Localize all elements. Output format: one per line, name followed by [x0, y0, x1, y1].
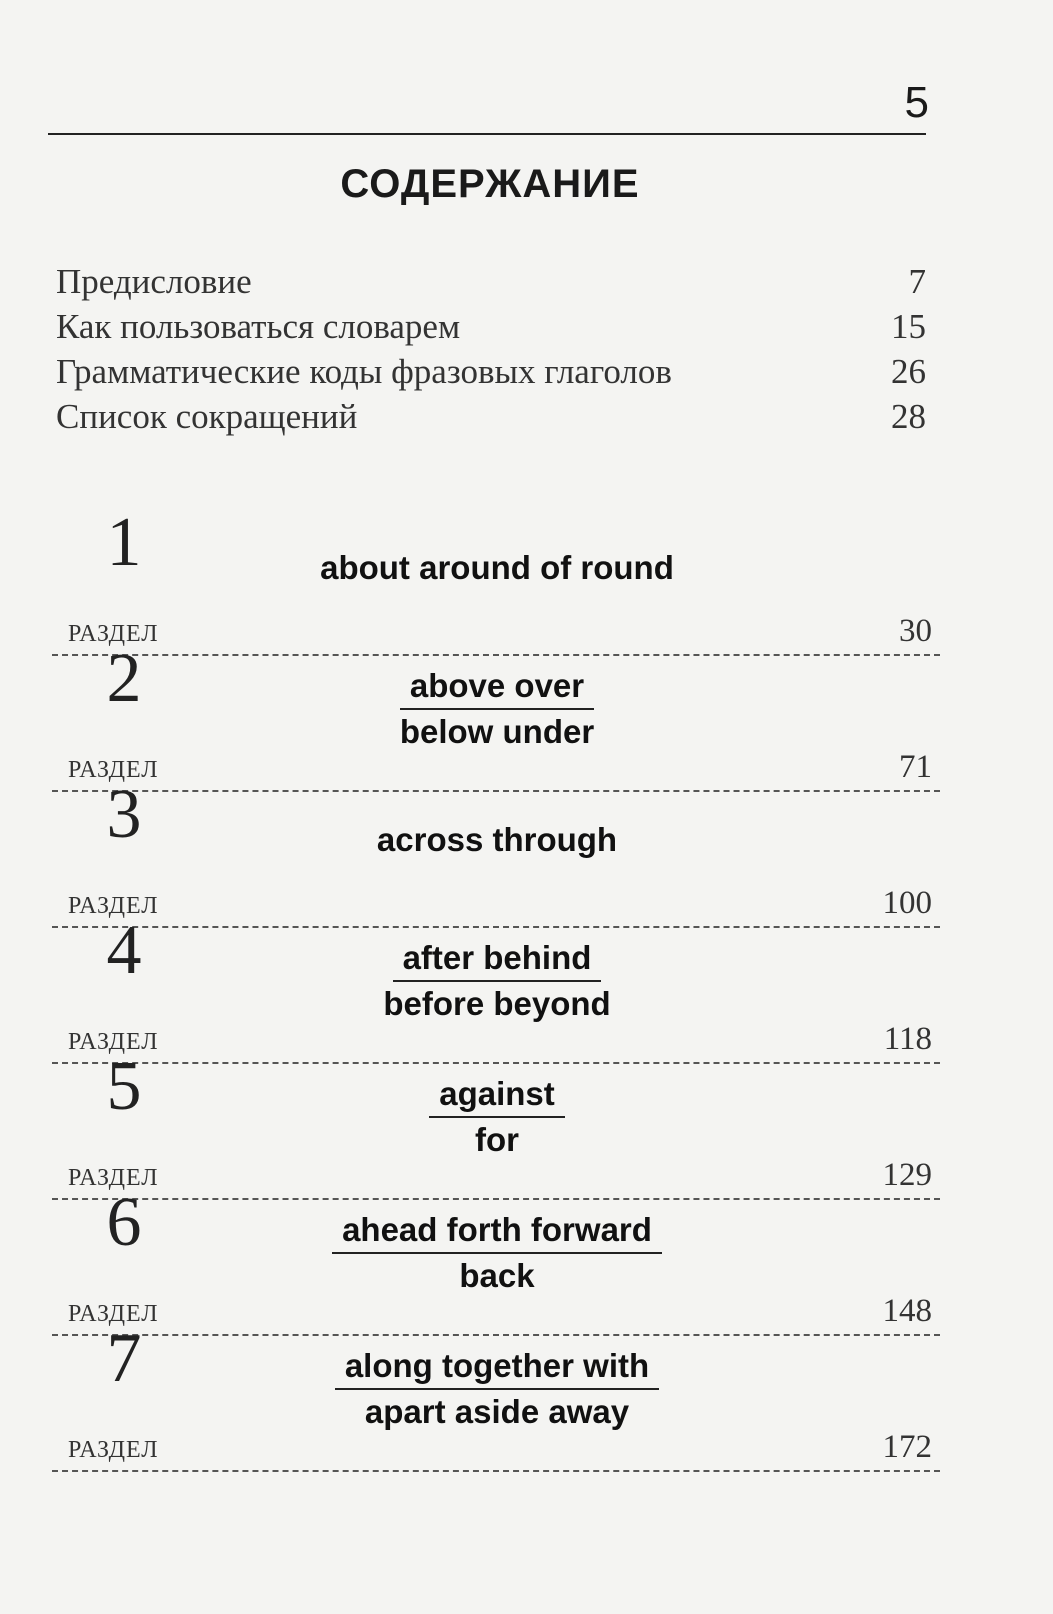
- section-page: 100: [882, 885, 932, 921]
- section-words-line: across through: [376, 821, 618, 858]
- section-label: РАЗДЕЛ: [68, 1301, 159, 1327]
- section-words: [242, 938, 752, 1026]
- section-words-top-line: ahead forth forward: [332, 1210, 662, 1254]
- front-matter-item[interactable]: [56, 397, 926, 442]
- front-matter-item[interactable]: [56, 262, 926, 307]
- section-number: 2: [106, 640, 142, 717]
- front-matter-list: [56, 262, 926, 442]
- front-matter-page: 7: [908, 262, 926, 301]
- section-entry[interactable]: [52, 1320, 940, 1472]
- front-matter-page: 28: [891, 397, 926, 436]
- front-matter-item[interactable]: [56, 307, 926, 352]
- section-number: 1: [106, 504, 142, 581]
- section-words: [242, 1074, 752, 1162]
- section-words: [242, 1346, 752, 1434]
- section-entry[interactable]: [52, 912, 940, 1064]
- section-page: 148: [882, 1293, 932, 1329]
- section-number: 5: [106, 1048, 142, 1125]
- front-matter-label: Список сокращений: [56, 397, 358, 436]
- page-number: 5: [904, 78, 929, 127]
- section-number: 4: [106, 912, 142, 989]
- section-words-top-line: against: [429, 1074, 565, 1118]
- section-entry[interactable]: [52, 1048, 940, 1200]
- section-entry[interactable]: [52, 504, 940, 656]
- front-matter-label: Как пользоваться словарем: [56, 307, 461, 346]
- section-page: 172: [882, 1429, 932, 1465]
- section-page: 30: [899, 613, 932, 649]
- section-entry[interactable]: [52, 640, 940, 792]
- section-words-top-line: above over: [400, 666, 594, 710]
- contents-title: СОДЕРЖАНИЕ: [340, 162, 640, 206]
- section-number: 7: [106, 1320, 142, 1397]
- front-matter-item[interactable]: [56, 352, 926, 397]
- section-page: 118: [883, 1021, 932, 1057]
- front-matter-page: 26: [891, 352, 926, 391]
- section-words: [242, 1210, 752, 1298]
- section-words: [242, 666, 752, 754]
- section-label: РАЗДЕЛ: [68, 1165, 159, 1191]
- section-label: РАЗДЕЛ: [68, 621, 159, 647]
- section-number: 3: [106, 776, 142, 853]
- section-words-top-line: along together with: [335, 1346, 659, 1390]
- section-words: [242, 548, 752, 588]
- section-words-bottom-line: back: [459, 1257, 535, 1294]
- section-label: РАЗДЕЛ: [68, 1437, 159, 1463]
- section-words-bottom-line: before beyond: [383, 985, 611, 1022]
- section-words-bottom-line: apart aside away: [364, 1393, 630, 1430]
- section-words-line: about around of round: [320, 549, 674, 586]
- section-entry[interactable]: [52, 776, 940, 928]
- section-words-bottom-line: below under: [399, 713, 595, 750]
- section-words-bottom-line: for: [475, 1121, 519, 1158]
- section-number: 6: [106, 1184, 142, 1261]
- section-words-top-line: after behind: [393, 938, 602, 982]
- front-matter-label: Грамматические коды фразовых глаголов: [56, 352, 672, 391]
- section-label: РАЗДЕЛ: [68, 893, 159, 919]
- front-matter-label: Предисловие: [56, 262, 252, 301]
- section-words: [242, 820, 752, 860]
- header-rule: [48, 133, 926, 135]
- front-matter-page: 15: [891, 307, 926, 346]
- section-entry[interactable]: [52, 1184, 940, 1336]
- section-page: 129: [882, 1157, 932, 1193]
- sections-list: [52, 504, 940, 1472]
- section-page: 71: [899, 749, 932, 785]
- section-label: РАЗДЕЛ: [68, 1029, 159, 1055]
- section-label: РАЗДЕЛ: [68, 757, 159, 783]
